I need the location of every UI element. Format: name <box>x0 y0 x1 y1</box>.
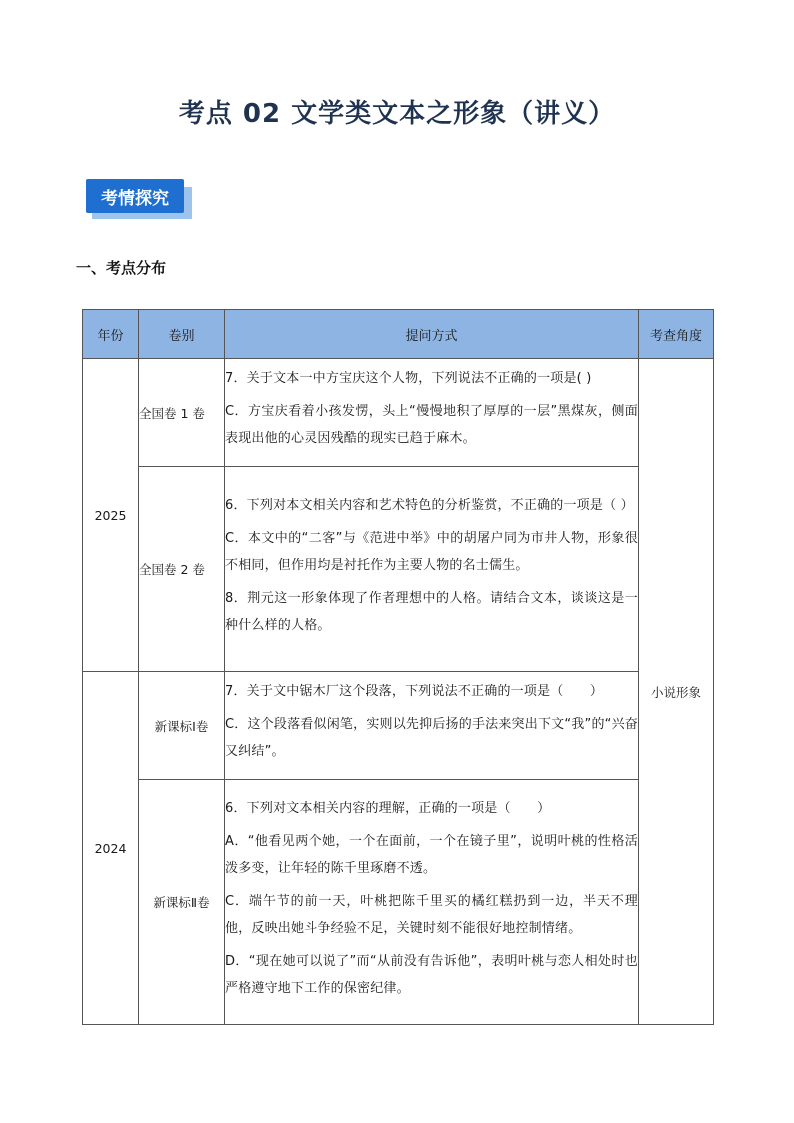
table-header-row <box>83 310 714 359</box>
question-text: C．这个段落看似闲笔，实则以先抑后扬的手法来突出下文“我”的“兴奋又纠结”。 <box>225 717 638 759</box>
question-text: 6．下列对文本相关内容的理解，正确的一项是（ ） <box>225 800 551 816</box>
question-text: C．本文中的“二客”与《范进中举》中的胡屠户同为市井人物，形象很不相同，但作用均是衬托作为主要人物的名士儒生。 <box>225 530 638 573</box>
exam-distribution-table <box>82 309 714 1025</box>
paper-cell: 新课标Ⅰ卷 <box>139 672 225 780</box>
table-row <box>83 672 714 780</box>
table-row <box>83 359 714 467</box>
year-cell: 2025 <box>83 359 139 672</box>
paper-cell: 新课标Ⅱ卷 <box>139 780 225 1025</box>
paper-cell: 全国卷 1 卷 <box>139 359 225 467</box>
header-year: 年份 <box>83 310 139 359</box>
question-text: C．方宝庆看着小孩发愣，头上“慢慢地积了厚厚的一层”黑煤灰，侧面表现出他的心灵因残酷的现实已趋于麻木。 <box>225 404 638 446</box>
paper-cell: 全国卷 2 卷 <box>139 467 225 672</box>
question-text: 7．关于文本一中方宝庆这个人物，下列说法不正确的一项是( ) <box>225 371 592 386</box>
question-cell <box>225 359 639 467</box>
header-angle: 考查角度 <box>639 310 714 359</box>
section-heading: 一、考点分布 <box>76 259 167 277</box>
question-text: C．端午节的前一天，叶桃把陈千里买的橘红糕扔到一边，半天不理他，反映出她斗争经验不足，关键时刻不能很好地控制情绪。 <box>225 893 638 936</box>
question-text: 7．关于文中锯木厂这个段落，下列说法不正确的一项是（ ） <box>225 684 604 699</box>
header-question: 提问方式 <box>225 310 639 359</box>
question-cell <box>225 672 639 780</box>
section-badge <box>86 179 194 221</box>
question-text: D．“现在她可以说了”而“从前没有告诉他”，表明叶桃与恋人相处时也严格遵守地下工作的保密纪律。 <box>225 953 638 996</box>
question-text: A．“他看见两个她，一个在面前，一个在镜子里”，说明叶桃的性格活泼多变，让年轻的陈千里琢磨不透。 <box>225 833 638 876</box>
question-text: 6．下列对本文相关内容和艺术特色的分析鉴赏，不正确的一项是（ ） <box>225 497 634 513</box>
question-cell <box>225 467 639 672</box>
page-title: 考点 02 文学类文本之形象（讲义） <box>178 99 616 129</box>
badge-label: 考情探究 <box>86 179 184 213</box>
year-cell: 2024 <box>83 672 139 1025</box>
question-text: 8．荆元这一形象体现了作者理想中的人格。请结合文本，谈谈这是一种什么样的人格。 <box>225 590 638 633</box>
angle-cell: 小说形象 <box>639 359 714 1025</box>
table-row <box>83 467 714 672</box>
table-row <box>83 780 714 1025</box>
question-cell <box>225 780 639 1025</box>
header-paper: 卷别 <box>139 310 225 359</box>
